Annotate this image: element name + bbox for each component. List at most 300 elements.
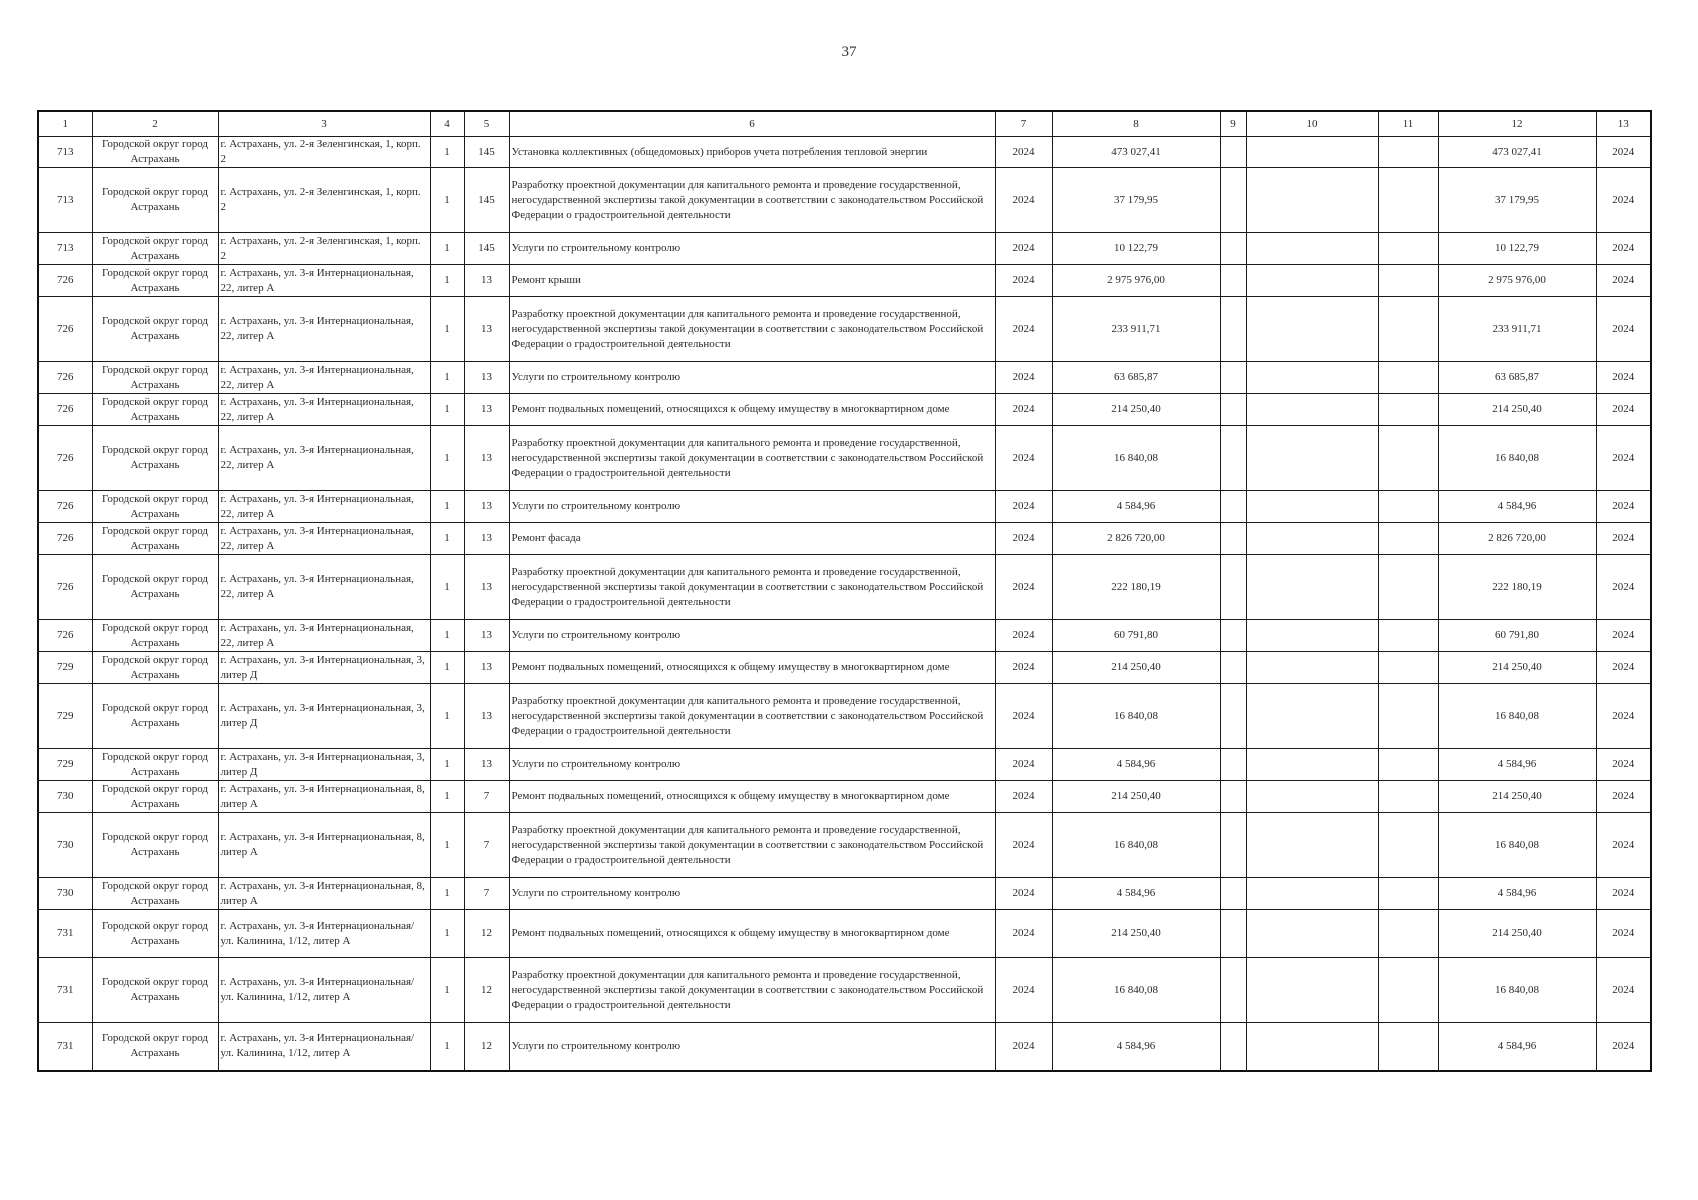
work-description-cell: Услуги по строительному контролю	[509, 749, 995, 781]
address-cell: г. Астрахань, ул. 3-я Интернациональная, 8, литер А	[218, 878, 430, 910]
record-id-cell: 729	[38, 684, 92, 749]
col-11-value-cell	[1378, 265, 1438, 297]
col-10-value-cell	[1246, 1023, 1378, 1071]
col-5-value-cell: 12	[464, 910, 509, 958]
col-4-value-cell: 1	[430, 781, 464, 813]
amount-total-cell: 214 250,40	[1438, 781, 1596, 813]
page-number: 37	[841, 44, 857, 60]
amount-total-cell: 16 840,08	[1438, 958, 1596, 1023]
municipality-cell: Городской округ город Астрахань	[92, 168, 218, 233]
col-11-value-cell	[1378, 137, 1438, 168]
table-row	[38, 1023, 1651, 1071]
work-description-cell: Разработку проектной документации для капитального ремонта и проведение государственной, негосударственной экспертизы такой документации в соответствии с законодательством Российской Федерации о градостроительной деятельности	[509, 958, 995, 1023]
col-4-value-cell: 1	[430, 749, 464, 781]
address-cell: г. Астрахань, ул. 3-я Интернациональная/ ул. Калинина, 1/12, литер А	[218, 958, 430, 1023]
col-11-value-cell	[1378, 878, 1438, 910]
municipality-cell: Городской округ город Астрахань	[92, 958, 218, 1023]
work-description-cell: Ремонт подвальных помещений, относящихся к общему имуществу в многоквартирном доме	[509, 652, 995, 684]
completion-year-cell: 2024	[1596, 652, 1651, 684]
work-description-cell: Услуги по строительному контролю	[509, 491, 995, 523]
col-11-value-cell	[1378, 1023, 1438, 1071]
table-row	[38, 781, 1651, 813]
amount-cell: 473 027,41	[1052, 137, 1220, 168]
col-9-value-cell	[1220, 297, 1246, 362]
col-header-1: 1	[38, 111, 92, 137]
col-11-value-cell	[1378, 426, 1438, 491]
record-id-cell: 713	[38, 233, 92, 265]
col-9-value-cell	[1220, 394, 1246, 426]
year-cell: 2024	[995, 958, 1052, 1023]
year-cell: 2024	[995, 555, 1052, 620]
record-id-cell: 726	[38, 297, 92, 362]
col-9-value-cell	[1220, 652, 1246, 684]
address-cell: г. Астрахань, ул. 3-я Интернациональная, 3, литер Д	[218, 749, 430, 781]
col-header-3: 3	[218, 111, 430, 137]
col-9-value-cell	[1220, 168, 1246, 233]
col-4-value-cell: 1	[430, 362, 464, 394]
col-4-value-cell: 1	[430, 1023, 464, 1071]
record-id-cell: 726	[38, 491, 92, 523]
col-4-value-cell: 1	[430, 394, 464, 426]
address-cell: г. Астрахань, ул. 3-я Интернациональная, 22, литер А	[218, 394, 430, 426]
municipality-cell: Городской округ город Астрахань	[92, 749, 218, 781]
amount-total-cell: 16 840,08	[1438, 426, 1596, 491]
col-11-value-cell	[1378, 684, 1438, 749]
col-4-value-cell: 1	[430, 265, 464, 297]
col-4-value-cell: 1	[430, 684, 464, 749]
col-9-value-cell	[1220, 878, 1246, 910]
year-cell: 2024	[995, 749, 1052, 781]
record-id-cell: 726	[38, 394, 92, 426]
col-11-value-cell	[1378, 781, 1438, 813]
year-cell: 2024	[995, 684, 1052, 749]
amount-cell: 16 840,08	[1052, 813, 1220, 878]
address-cell: г. Астрахань, ул. 3-я Интернациональная, 22, литер А	[218, 523, 430, 555]
col-9-value-cell	[1220, 749, 1246, 781]
work-description-cell: Ремонт фасада	[509, 523, 995, 555]
col-header-5: 5	[464, 111, 509, 137]
col-9-value-cell	[1220, 620, 1246, 652]
work-description-cell: Установка коллективных (общедомовых) приборов учета потребления тепловой энергии	[509, 137, 995, 168]
col-10-value-cell	[1246, 620, 1378, 652]
amount-total-cell: 16 840,08	[1438, 813, 1596, 878]
col-5-value-cell: 7	[464, 781, 509, 813]
address-cell: г. Астрахань, ул. 3-я Интернациональная, 22, литер А	[218, 620, 430, 652]
table-row	[38, 749, 1651, 781]
record-id-cell: 731	[38, 958, 92, 1023]
col-5-value-cell: 145	[464, 168, 509, 233]
year-cell: 2024	[995, 297, 1052, 362]
amount-cell: 222 180,19	[1052, 555, 1220, 620]
table-row	[38, 652, 1651, 684]
table-row	[38, 394, 1651, 426]
col-9-value-cell	[1220, 684, 1246, 749]
amount-cell: 233 911,71	[1052, 297, 1220, 362]
municipality-cell: Городской округ город Астрахань	[92, 555, 218, 620]
header-row	[38, 111, 1651, 137]
address-cell: г. Астрахань, ул. 2-я Зеленгинская, 1, корп. 2	[218, 233, 430, 265]
table-row	[38, 958, 1651, 1023]
year-cell: 2024	[995, 394, 1052, 426]
col-9-value-cell	[1220, 137, 1246, 168]
table-row	[38, 233, 1651, 265]
municipality-cell: Городской округ город Астрахань	[92, 652, 218, 684]
municipality-cell: Городской округ город Астрахань	[92, 684, 218, 749]
year-cell: 2024	[995, 910, 1052, 958]
municipality-cell: Городской округ город Астрахань	[92, 910, 218, 958]
col-4-value-cell: 1	[430, 523, 464, 555]
col-header-10: 10	[1246, 111, 1378, 137]
col-10-value-cell	[1246, 491, 1378, 523]
col-11-value-cell	[1378, 749, 1438, 781]
col-5-value-cell: 7	[464, 813, 509, 878]
amount-cell: 16 840,08	[1052, 958, 1220, 1023]
col-4-value-cell: 1	[430, 555, 464, 620]
col-4-value-cell: 1	[430, 813, 464, 878]
col-9-value-cell	[1220, 362, 1246, 394]
col-5-value-cell: 145	[464, 137, 509, 168]
work-description-cell: Услуги по строительному контролю	[509, 233, 995, 265]
col-4-value-cell: 1	[430, 233, 464, 265]
record-id-cell: 726	[38, 555, 92, 620]
amount-total-cell: 214 250,40	[1438, 652, 1596, 684]
work-description-cell: Услуги по строительному контролю	[509, 362, 995, 394]
record-id-cell: 731	[38, 910, 92, 958]
amount-total-cell: 4 584,96	[1438, 1023, 1596, 1071]
amount-cell: 214 250,40	[1052, 910, 1220, 958]
amount-total-cell: 60 791,80	[1438, 620, 1596, 652]
record-id-cell: 726	[38, 523, 92, 555]
completion-year-cell: 2024	[1596, 958, 1651, 1023]
year-cell: 2024	[995, 426, 1052, 491]
address-cell: г. Астрахань, ул. 3-я Интернациональная, 8, литер А	[218, 781, 430, 813]
col-11-value-cell	[1378, 394, 1438, 426]
municipality-cell: Городской округ город Астрахань	[92, 426, 218, 491]
col-header-11: 11	[1378, 111, 1438, 137]
amount-total-cell: 233 911,71	[1438, 297, 1596, 362]
year-cell: 2024	[995, 652, 1052, 684]
municipality-cell: Городской округ город Астрахань	[92, 491, 218, 523]
col-10-value-cell	[1246, 426, 1378, 491]
work-description-cell: Ремонт подвальных помещений, относящихся к общему имуществу в многоквартирном доме	[509, 781, 995, 813]
address-cell: г. Астрахань, ул. 2-я Зеленгинская, 1, корп. 2	[218, 168, 430, 233]
col-11-value-cell	[1378, 620, 1438, 652]
amount-cell: 214 250,40	[1052, 781, 1220, 813]
completion-year-cell: 2024	[1596, 555, 1651, 620]
work-description-cell: Разработку проектной документации для капитального ремонта и проведение государственной, негосударственной экспертизы такой документации в соответствии с законодательством Российской Федерации о градостроительной деятельности	[509, 813, 995, 878]
col-5-value-cell: 13	[464, 749, 509, 781]
table-row	[38, 910, 1651, 958]
year-cell: 2024	[995, 491, 1052, 523]
col-5-value-cell: 13	[464, 297, 509, 362]
completion-year-cell: 2024	[1596, 749, 1651, 781]
col-9-value-cell	[1220, 523, 1246, 555]
year-cell: 2024	[995, 233, 1052, 265]
municipality-cell: Городской округ город Астрахань	[92, 620, 218, 652]
col-10-value-cell	[1246, 958, 1378, 1023]
municipality-cell: Городской округ город Астрахань	[92, 781, 218, 813]
year-cell: 2024	[995, 878, 1052, 910]
completion-year-cell: 2024	[1596, 1023, 1651, 1071]
amount-cell: 4 584,96	[1052, 878, 1220, 910]
col-10-value-cell	[1246, 684, 1378, 749]
col-4-value-cell: 1	[430, 958, 464, 1023]
registry-table	[37, 110, 1652, 1072]
amount-total-cell: 2 975 976,00	[1438, 265, 1596, 297]
completion-year-cell: 2024	[1596, 781, 1651, 813]
col-header-4: 4	[430, 111, 464, 137]
col-10-value-cell	[1246, 652, 1378, 684]
year-cell: 2024	[995, 813, 1052, 878]
col-11-value-cell	[1378, 652, 1438, 684]
municipality-cell: Городской округ город Астрахань	[92, 265, 218, 297]
year-cell: 2024	[995, 137, 1052, 168]
address-cell: г. Астрахань, ул. 3-я Интернациональная/ ул. Калинина, 1/12, литер А	[218, 910, 430, 958]
completion-year-cell: 2024	[1596, 523, 1651, 555]
table-row	[38, 523, 1651, 555]
col-11-value-cell	[1378, 233, 1438, 265]
completion-year-cell: 2024	[1596, 297, 1651, 362]
amount-cell: 2 826 720,00	[1052, 523, 1220, 555]
col-10-value-cell	[1246, 137, 1378, 168]
col-9-value-cell	[1220, 813, 1246, 878]
table-row	[38, 491, 1651, 523]
col-header-6: 6	[509, 111, 995, 137]
completion-year-cell: 2024	[1596, 910, 1651, 958]
record-id-cell: 729	[38, 749, 92, 781]
col-9-value-cell	[1220, 910, 1246, 958]
table-row	[38, 265, 1651, 297]
amount-cell: 10 122,79	[1052, 233, 1220, 265]
address-cell: г. Астрахань, ул. 3-я Интернациональная, 22, литер А	[218, 555, 430, 620]
amount-total-cell: 10 122,79	[1438, 233, 1596, 265]
address-cell: г. Астрахань, ул. 3-я Интернациональная, 3, литер Д	[218, 652, 430, 684]
col-10-value-cell	[1246, 781, 1378, 813]
table-row	[38, 362, 1651, 394]
amount-total-cell: 214 250,40	[1438, 910, 1596, 958]
col-header-12: 12	[1438, 111, 1596, 137]
completion-year-cell: 2024	[1596, 878, 1651, 910]
address-cell: г. Астрахань, ул. 3-я Интернациональная/ ул. Калинина, 1/12, литер А	[218, 1023, 430, 1071]
municipality-cell: Городской округ город Астрахань	[92, 362, 218, 394]
address-cell: г. Астрахань, ул. 3-я Интернациональная, 22, литер А	[218, 426, 430, 491]
col-4-value-cell: 1	[430, 491, 464, 523]
col-11-value-cell	[1378, 168, 1438, 233]
completion-year-cell: 2024	[1596, 137, 1651, 168]
amount-total-cell: 4 584,96	[1438, 749, 1596, 781]
amount-total-cell: 473 027,41	[1438, 137, 1596, 168]
col-5-value-cell: 13	[464, 523, 509, 555]
col-5-value-cell: 13	[464, 652, 509, 684]
col-10-value-cell	[1246, 297, 1378, 362]
year-cell: 2024	[995, 523, 1052, 555]
work-description-cell: Разработку проектной документации для капитального ремонта и проведение государственной, негосударственной экспертизы такой документации в соответствии с законодательством Российской Федерации о градостроительной деятельности	[509, 684, 995, 749]
col-5-value-cell: 12	[464, 958, 509, 1023]
amount-cell: 4 584,96	[1052, 1023, 1220, 1071]
completion-year-cell: 2024	[1596, 265, 1651, 297]
col-4-value-cell: 1	[430, 297, 464, 362]
col-10-value-cell	[1246, 878, 1378, 910]
record-id-cell: 730	[38, 781, 92, 813]
col-5-value-cell: 13	[464, 394, 509, 426]
amount-cell: 4 584,96	[1052, 749, 1220, 781]
col-10-value-cell	[1246, 233, 1378, 265]
record-id-cell: 731	[38, 1023, 92, 1071]
year-cell: 2024	[995, 362, 1052, 394]
work-description-cell: Ремонт подвальных помещений, относящихся к общему имуществу в многоквартирном доме	[509, 910, 995, 958]
work-description-cell: Услуги по строительному контролю	[509, 620, 995, 652]
completion-year-cell: 2024	[1596, 684, 1651, 749]
work-description-cell: Разработку проектной документации для капитального ремонта и проведение государственной, негосударственной экспертизы такой документации в соответствии с законодательством Российской Федерации о градостроительной деятельности	[509, 297, 995, 362]
col-5-value-cell: 13	[464, 684, 509, 749]
municipality-cell: Городской округ город Астрахань	[92, 878, 218, 910]
col-10-value-cell	[1246, 555, 1378, 620]
table-row	[38, 813, 1651, 878]
year-cell: 2024	[995, 265, 1052, 297]
col-9-value-cell	[1220, 426, 1246, 491]
completion-year-cell: 2024	[1596, 426, 1651, 491]
record-id-cell: 730	[38, 878, 92, 910]
table-row	[38, 168, 1651, 233]
col-9-value-cell	[1220, 265, 1246, 297]
completion-year-cell: 2024	[1596, 233, 1651, 265]
col-11-value-cell	[1378, 958, 1438, 1023]
record-id-cell: 713	[38, 168, 92, 233]
col-header-13: 13	[1596, 111, 1651, 137]
amount-total-cell: 214 250,40	[1438, 394, 1596, 426]
col-10-value-cell	[1246, 362, 1378, 394]
col-header-7: 7	[995, 111, 1052, 137]
col-11-value-cell	[1378, 813, 1438, 878]
col-11-value-cell	[1378, 910, 1438, 958]
col-4-value-cell: 1	[430, 620, 464, 652]
table-row	[38, 620, 1651, 652]
work-description-cell: Ремонт крыши	[509, 265, 995, 297]
amount-cell: 214 250,40	[1052, 652, 1220, 684]
municipality-cell: Городской округ город Астрахань	[92, 523, 218, 555]
record-id-cell: 726	[38, 620, 92, 652]
work-description-cell: Разработку проектной документации для капитального ремонта и проведение государственной, негосударственной экспертизы такой документации в соответствии с законодательством Российской Федерации о градостроительной деятельности	[509, 426, 995, 491]
col-10-value-cell	[1246, 813, 1378, 878]
col-4-value-cell: 1	[430, 878, 464, 910]
col-5-value-cell: 13	[464, 555, 509, 620]
col-5-value-cell: 13	[464, 362, 509, 394]
amount-cell: 16 840,08	[1052, 684, 1220, 749]
work-description-cell: Услуги по строительному контролю	[509, 1023, 995, 1071]
address-cell: г. Астрахань, ул. 3-я Интернациональная, 22, литер А	[218, 297, 430, 362]
completion-year-cell: 2024	[1596, 394, 1651, 426]
col-5-value-cell: 12	[464, 1023, 509, 1071]
col-10-value-cell	[1246, 749, 1378, 781]
col-10-value-cell	[1246, 910, 1378, 958]
completion-year-cell: 2024	[1596, 813, 1651, 878]
table-row	[38, 137, 1651, 168]
col-9-value-cell	[1220, 958, 1246, 1023]
address-cell: г. Астрахань, ул. 3-я Интернациональная, 8, литер А	[218, 813, 430, 878]
col-5-value-cell: 13	[464, 620, 509, 652]
address-cell: г. Астрахань, ул. 3-я Интернациональная, 22, литер А	[218, 265, 430, 297]
col-10-value-cell	[1246, 168, 1378, 233]
col-4-value-cell: 1	[430, 168, 464, 233]
municipality-cell: Городской округ город Астрахань	[92, 297, 218, 362]
col-10-value-cell	[1246, 265, 1378, 297]
amount-cell: 2 975 976,00	[1052, 265, 1220, 297]
col-9-value-cell	[1220, 233, 1246, 265]
amount-cell: 4 584,96	[1052, 491, 1220, 523]
record-id-cell: 729	[38, 652, 92, 684]
municipality-cell: Городской округ город Астрахань	[92, 1023, 218, 1071]
col-5-value-cell: 7	[464, 878, 509, 910]
col-11-value-cell	[1378, 491, 1438, 523]
municipality-cell: Городской округ город Астрахань	[92, 137, 218, 168]
year-cell: 2024	[995, 620, 1052, 652]
work-description-cell: Разработку проектной документации для капитального ремонта и проведение государственной, негосударственной экспертизы такой документации в соответствии с законодательством Российской Федерации о градостроительной деятельности	[509, 555, 995, 620]
amount-cell: 60 791,80	[1052, 620, 1220, 652]
col-11-value-cell	[1378, 362, 1438, 394]
municipality-cell: Городской округ город Астрахань	[92, 813, 218, 878]
amount-cell: 214 250,40	[1052, 394, 1220, 426]
col-9-value-cell	[1220, 491, 1246, 523]
year-cell: 2024	[995, 781, 1052, 813]
col-5-value-cell: 13	[464, 265, 509, 297]
col-header-8: 8	[1052, 111, 1220, 137]
amount-total-cell: 37 179,95	[1438, 168, 1596, 233]
year-cell: 2024	[995, 1023, 1052, 1071]
record-id-cell: 730	[38, 813, 92, 878]
municipality-cell: Городской округ город Астрахань	[92, 394, 218, 426]
address-cell: г. Астрахань, ул. 3-я Интернациональная, 3, литер Д	[218, 684, 430, 749]
work-description-cell: Разработку проектной документации для капитального ремонта и проведение государственной, негосударственной экспертизы такой документации в соответствии с законодательством Российской Федерации о градостроительной деятельности	[509, 168, 995, 233]
table-row	[38, 684, 1651, 749]
col-4-value-cell: 1	[430, 652, 464, 684]
col-10-value-cell	[1246, 394, 1378, 426]
col-11-value-cell	[1378, 297, 1438, 362]
col-9-value-cell	[1220, 1023, 1246, 1071]
amount-total-cell: 2 826 720,00	[1438, 523, 1596, 555]
amount-total-cell: 222 180,19	[1438, 555, 1596, 620]
municipality-cell: Городской округ город Астрахань	[92, 233, 218, 265]
col-11-value-cell	[1378, 555, 1438, 620]
record-id-cell: 726	[38, 265, 92, 297]
record-id-cell: 726	[38, 426, 92, 491]
col-11-value-cell	[1378, 523, 1438, 555]
completion-year-cell: 2024	[1596, 620, 1651, 652]
col-5-value-cell: 13	[464, 426, 509, 491]
col-header-2: 2	[92, 111, 218, 137]
table-row	[38, 426, 1651, 491]
col-4-value-cell: 1	[430, 910, 464, 958]
col-9-value-cell	[1220, 781, 1246, 813]
completion-year-cell: 2024	[1596, 362, 1651, 394]
col-4-value-cell: 1	[430, 426, 464, 491]
completion-year-cell: 2024	[1596, 168, 1651, 233]
address-cell: г. Астрахань, ул. 3-я Интернациональная, 22, литер А	[218, 491, 430, 523]
amount-total-cell: 4 584,96	[1438, 491, 1596, 523]
work-description-cell: Услуги по строительному контролю	[509, 878, 995, 910]
amount-total-cell: 63 685,87	[1438, 362, 1596, 394]
col-9-value-cell	[1220, 555, 1246, 620]
record-id-cell: 726	[38, 362, 92, 394]
table-row	[38, 297, 1651, 362]
record-id-cell: 713	[38, 137, 92, 168]
table-row	[38, 555, 1651, 620]
amount-total-cell: 4 584,96	[1438, 878, 1596, 910]
col-10-value-cell	[1246, 523, 1378, 555]
table-row	[38, 878, 1651, 910]
completion-year-cell: 2024	[1596, 491, 1651, 523]
amount-cell: 16 840,08	[1052, 426, 1220, 491]
year-cell: 2024	[995, 168, 1052, 233]
